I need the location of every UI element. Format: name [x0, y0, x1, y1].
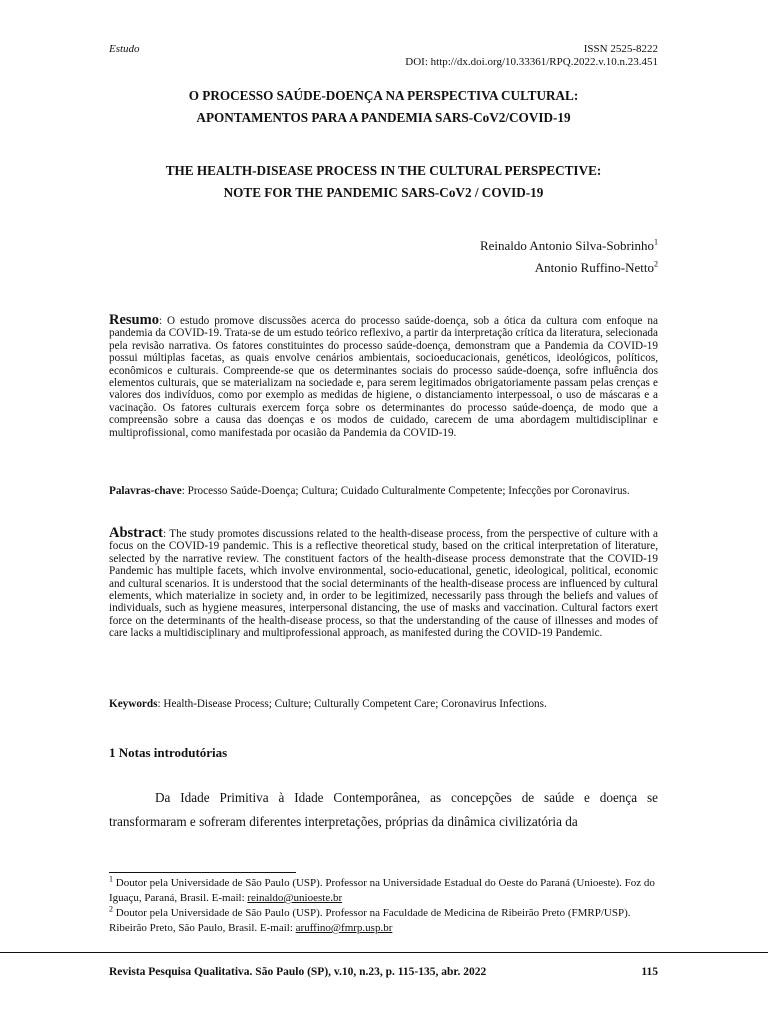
- page-footer: [109, 966, 658, 978]
- email-link[interactable]: reinaldo@unioeste.br: [247, 892, 343, 904]
- author-1: [480, 235, 658, 257]
- footnote-mark: 2: [109, 904, 113, 914]
- resumo-paragraph: [109, 314, 658, 439]
- abstract-label: Abstract: [109, 525, 163, 541]
- footnotes: [109, 876, 658, 936]
- email-link[interactable]: aruffino@fmrp.usp.br: [295, 922, 393, 934]
- footnote-mark: 1: [109, 874, 113, 884]
- title-en-line-1: THE HEALTH-DISEASE PROCESS IN THE CULTURAL PERSPECTIVE:: [165, 163, 602, 178]
- title-portuguese: [109, 85, 658, 129]
- section-heading: 1 Notas introdutórias: [109, 745, 228, 760]
- footnote-2: [109, 906, 658, 936]
- palavras-chave-label: Palavras-chave: [109, 485, 182, 497]
- footer-divider: [0, 952, 768, 953]
- abstract-text: : The study promotes discussions related to the health-disease process, from the perspective of culture with a focus on the COVID-19 pandemic. This is a reflective theoretical study, based on the critical interpretation of literature, selected by the narrative review. The constituent factors of the health-disease process demonstrate that the COVID-19 Pandemic has multiple facets, which involve environmental, socio-educational, genetic, ideological, political, economic and cultural scenarios. It is understood that the social determinants of the health-disease process are influenced by cultural elements, which materialize in society and, in order to be legitimized, necessarily pass through the beliefs and values of individuals, such as hygiene measures, interpersonal distancing, the use of masks and vaccination. Cultural factors exert force on the determinants of the health-disease process, so that the understanding of the cause of illnesses and modes of care lacks a multidisciplinary and multiprofessional approach, as manifested during the COVID-19 Pandemic.: [109, 528, 658, 640]
- footnote-text: Doutor pela Universidade de São Paulo (USP). Professor na Faculdade de Medicina de Ribeirão Preto (FMRP/USP). Ribeirão Preto, São Paulo, Brasil. E-mail:: [109, 907, 631, 934]
- keywords-label: Keywords: [109, 698, 158, 710]
- keywords-paragraph: [109, 698, 658, 710]
- title-pt-line-1: O PROCESSO SAÚDE-DOENÇA NA PERSPECTIVA CULTURAL:: [188, 88, 579, 103]
- palavras-chave-paragraph: [109, 485, 658, 497]
- author-list: [480, 235, 658, 279]
- journal-citation: Revista Pesquisa Qualitativa. São Paulo (SP), v.10, n.23, p. 115-135, abr. 2022: [109, 966, 487, 978]
- author-footnote-mark: 1: [654, 237, 658, 247]
- author-footnote-mark: 2: [654, 259, 658, 269]
- resumo-label: Resumo: [109, 312, 159, 328]
- journal-identifiers: [405, 43, 658, 69]
- resumo-text: : O estudo promove discussões acerca do processo saúde-doença, sob a ótica da cultura com enfoque na pandemia da COVID-19. Trata-se de um estudo teórico reflexivo, a partir da interpretação crítica da literatura, selecionada pela revisão narrativa. Os fatores constituintes do processo saúde-doença, demonstram que a Pandemia da COVID-19 possui múltiplas facetas, as quais envolve cenários ambientais, socioeducacionais, genéticos, ideológicos, políticos, econômicos e culturais. Compreende-se que os determinantes sociais do processo saúde-doença, sofre influência dos elementos culturais, que se materializam na sociedade e, para serem legitimados obrigatoriamente passam pelas crenças e valores dos indivíduos, como por exemplo as medidas de higiene, o distanciamento interpessoal, o uso de máscaras e a vacinação. Os fatores culturais exercem força sobre os determinantes do processo saúde-doença, de modo que a compreensão sobre a causa das doenças e os modos de cuidado, carecem de uma abordagem multidisciplinar e multiprofissional, como manifestada por ocasião da Pandemia da COVID-19.: [109, 315, 658, 439]
- author-name: Antonio Ruffino-Netto: [534, 260, 654, 275]
- keywords-text: : Health-Disease Process; Culture; Culturally Competent Care; Coronavirus Infections.: [157, 698, 547, 710]
- page-number: 115: [641, 966, 658, 978]
- title-pt-line-2: APONTAMENTOS PARA A PANDEMIA SARS-CoV2/COVID-19: [196, 110, 571, 125]
- issn: ISSN 2525-8222: [583, 43, 658, 55]
- footnote-1: [109, 876, 658, 906]
- author-2: [480, 257, 658, 279]
- footnote-divider: [109, 872, 296, 873]
- body-paragraph: Da Idade Primitiva à Idade Contemporânea, as concepções de saúde e doença se transformaram e sofreram diferentes interpretações, próprias da dinâmica civilizatória da: [109, 790, 658, 829]
- title-en-line-2: NOTE FOR THE PANDEMIC SARS-CoV2 / COVID-19: [223, 185, 544, 200]
- title-english: [109, 160, 658, 204]
- footnote-text: Doutor pela Universidade de São Paulo (USP). Professor na Universidade Estadual do Oeste do Paraná (Unioeste). Foz do Iguaçu, Paraná, Brasil. E-mail:: [109, 877, 655, 904]
- palavras-chave-text: : Processo Saúde-Doença; Cultura; Cuidado Culturalmente Competente; Infecções por Coronavirus.: [181, 485, 630, 497]
- author-name: Reinaldo Antonio Silva-Sobrinho: [479, 238, 654, 253]
- section-label: Estudo: [109, 43, 140, 55]
- doi: DOI: http://dx.doi.org/10.33361/RPQ.2022.v.10.n.23.451: [405, 56, 658, 68]
- abstract-paragraph: [109, 527, 658, 640]
